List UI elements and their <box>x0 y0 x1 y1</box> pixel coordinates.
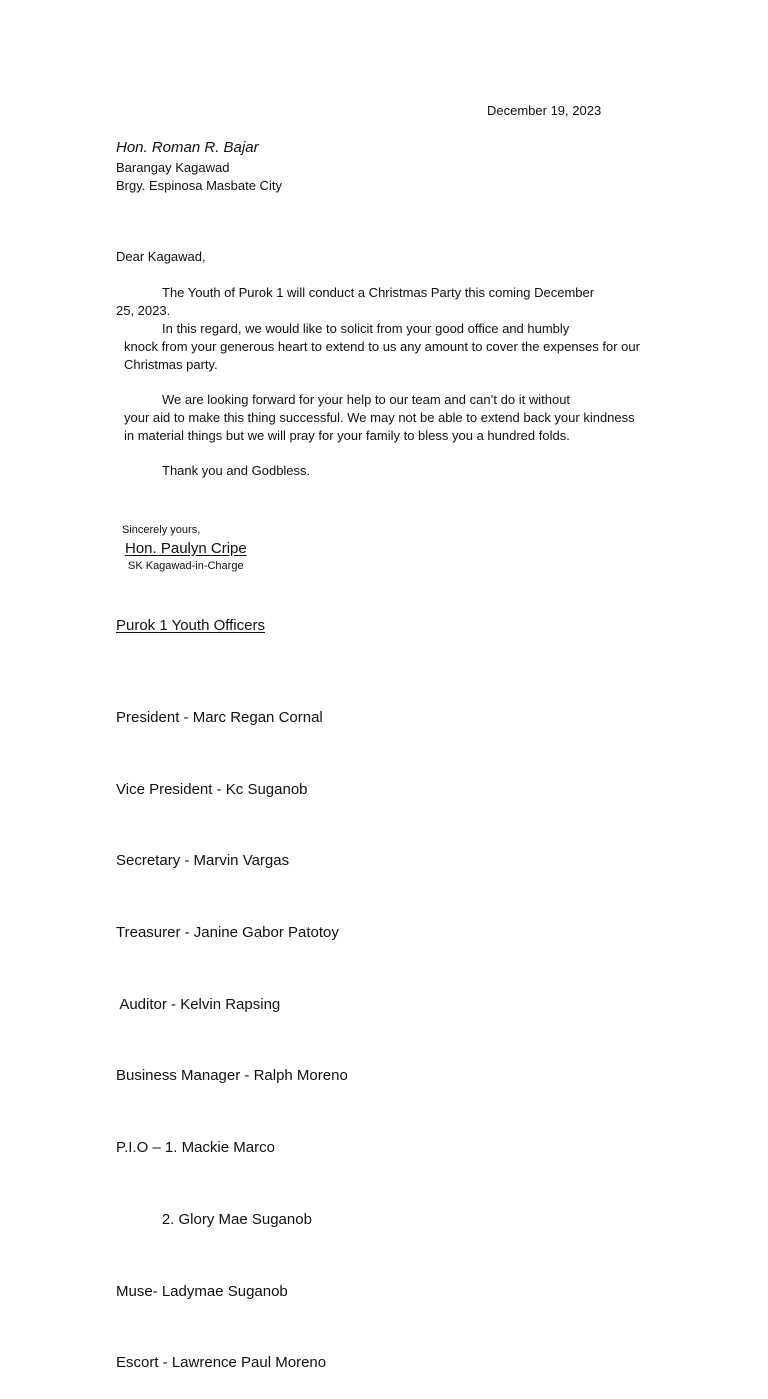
officer-item: Business Manager - Ralph Moreno <box>116 1067 348 1085</box>
officer-item: P.I.O – 1. Mackie Marco <box>116 1139 275 1157</box>
recipient-address: Brgy. Espinosa Masbate City <box>116 178 282 193</box>
officer-item: Escort - Lawrence Paul Moreno <box>116 1354 327 1372</box>
body-paragraph-3-rest: your aid to make this thing successful. We may not be able to extend back your kindness in material things but we will pray for your family to bless you a hundred folds. <box>124 409 635 443</box>
body-paragraph-2-first-line: In this regard, we would like to solicit from your good office and humbly <box>162 321 570 336</box>
body-paragraph-3-first-line: We are looking forward for your help to our team and can’t do it without <box>162 392 571 407</box>
body-paragraph-1-rest: 25, 2023. <box>116 302 171 318</box>
body-paragraph-2-rest: knock from your generous heart to extend to us any amount to cover the expenses for our Christmas party. <box>124 338 640 372</box>
body-paragraph-3 <box>124 391 644 444</box>
recipient-name: Hon. Roman R. Bajar <box>116 139 259 156</box>
closing: Sincerely yours, <box>122 524 201 536</box>
letter-date: December 19, 2023 <box>487 103 602 118</box>
officer-item: Auditor - Kelvin Rapsing <box>116 995 281 1013</box>
officer-item: Treasurer - Janine Gabor Patotoy <box>116 923 339 941</box>
recipient-title: Barangay Kagawad <box>116 160 230 175</box>
officer-item: President - Marc Regan Cornal <box>116 708 323 726</box>
body-paragraph-1 <box>116 284 636 320</box>
officers-list <box>116 658 348 1399</box>
officers-heading: Purok 1 Youth Officers <box>116 617 265 634</box>
body-paragraph-2 <box>124 320 644 373</box>
signatory-name: Hon. Paulyn Cripe <box>125 540 247 557</box>
salutation: Dear Kagawad, <box>116 249 206 264</box>
officer-item: 2. Glory Mae Suganob <box>116 1210 312 1228</box>
signatory-title: SK Kagawad-in-Charge <box>128 560 244 572</box>
body-paragraph-1-first-line: The Youth of Purok 1 will conduct a Christmas Party this coming December <box>162 285 595 300</box>
thank-you-line: Thank you and Godbless. <box>162 463 311 478</box>
body-paragraph-4 <box>124 462 644 480</box>
officer-item: Secretary - Marvin Vargas <box>116 852 290 870</box>
officer-item: Vice President - Kc Suganob <box>116 780 308 798</box>
officer-item: Muse- Ladymae Suganob <box>116 1282 288 1300</box>
